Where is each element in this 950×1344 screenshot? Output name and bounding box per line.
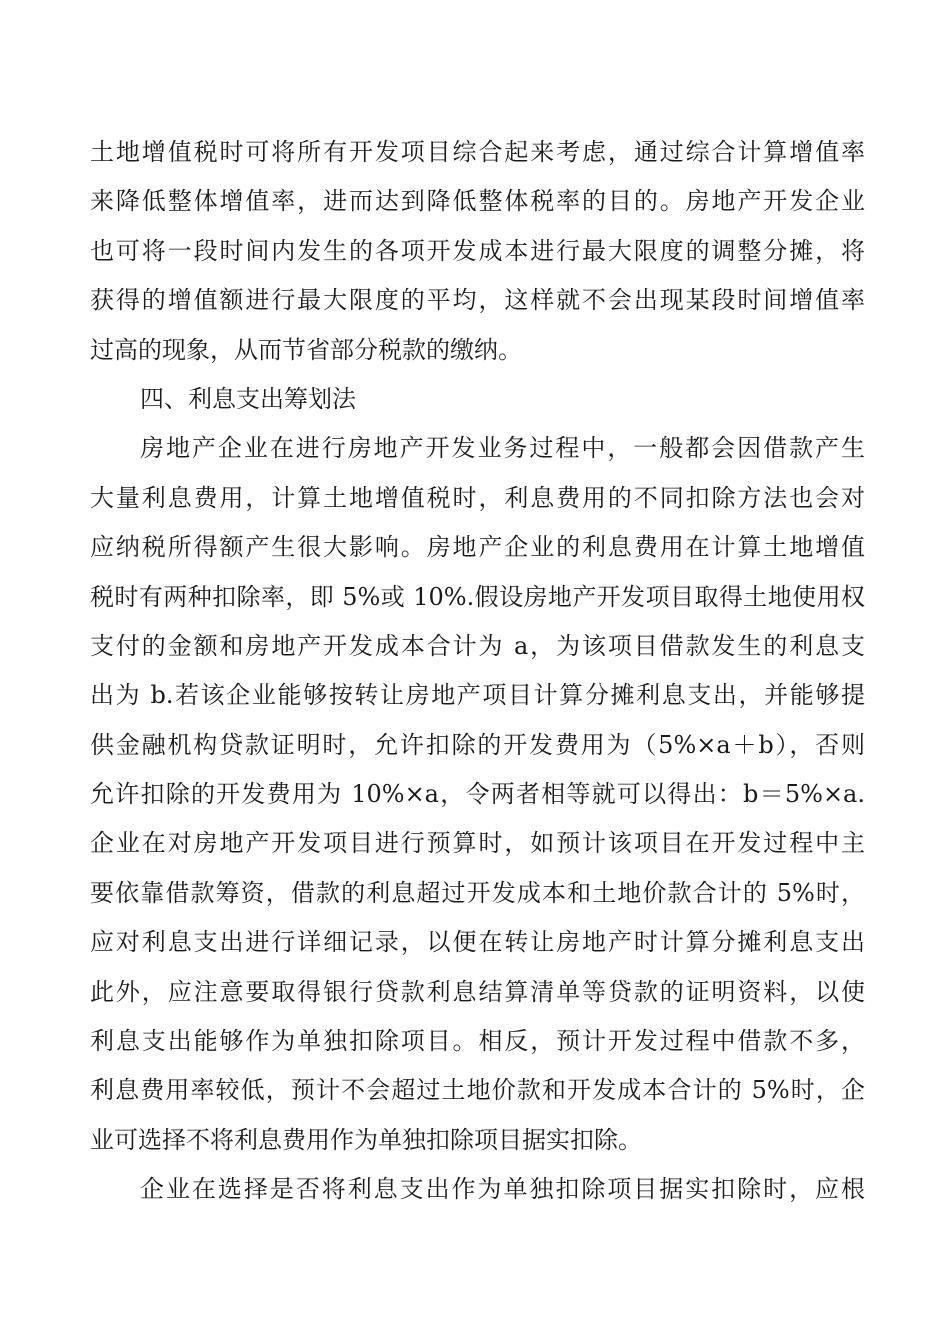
- text-line: 要依靠借款筹资，借款的利息超过开发成本和土地价款合计的 5%时，: [90, 878, 865, 907]
- text-line: 税时有两种扣除率，即 5%或 10%.假设房地产开发项目取得土地使用权: [90, 582, 865, 611]
- text-line: 大量利息费用，计算土地增值税时，利息费用的不同扣除方法也会对: [90, 483, 865, 512]
- text-line: 利息费用率较低，预计不会超过土地价款和开发成本合计的 5%时，企: [90, 1076, 865, 1105]
- text-line: 获得的增值额进行最大限度的平均，这样就不会出现某段时间增值率: [90, 286, 865, 315]
- text-line: 供金融机构贷款证明时，允许扣除的开发费用为（5%×a＋b），否则: [90, 730, 865, 759]
- text-line: 过高的现象，从而节省部分税款的缴纳。: [90, 335, 522, 364]
- text-line: 土地增值税时可将所有开发项目综合起来考虑，通过综合计算增值率: [90, 138, 865, 166]
- text-line: 企业在对房地产开发项目进行预算时，如预计该项目在开发过程中主: [90, 829, 865, 858]
- text-line: 业可选择不将利息费用作为单独扣除项目据实扣除。: [90, 1125, 642, 1154]
- text-line: 此外，应注意要取得银行贷款利息结算清单等贷款的证明资料，以使: [90, 977, 865, 1006]
- document-body: [90, 128, 865, 1215]
- section-heading: 四、利息支出筹划法: [140, 384, 356, 413]
- text-line: 允许扣除的开发费用为 10%×a，令两者相等就可以得出：b＝5%×a.: [90, 780, 865, 809]
- text-line: 出为 b.若该企业能够按转让房地产项目计算分摊利息支出，并能够提: [90, 681, 865, 710]
- text-line: 来降低整体增值率，进而达到降低整体税率的目的。房地产开发企业: [90, 187, 865, 216]
- text-line: 支付的金额和房地产开发成本合计为 a，为该项目借款发生的利息支: [90, 631, 865, 660]
- text-line: 利息支出能够作为单独扣除项目。相反，预计开发过程中借款不多，: [90, 1027, 865, 1056]
- text-line: 应对利息支出进行详细记录，以便在转让房地产时计算分摊利息支出: [90, 928, 865, 957]
- text-line: 应纳税所得额产生很大影响。房地产企业的利息费用在计算土地增值: [90, 533, 865, 562]
- text-line: 房地产企业在进行房地产开发业务过程中，一般都会因借款产生: [140, 434, 865, 463]
- text-line: 也可将一段时间内发生的各项开发成本进行最大限度的调整分摊，将: [90, 236, 865, 265]
- text-line: 企业在选择是否将利息支出作为单独扣除项目据实扣除时，应根: [140, 1175, 865, 1204]
